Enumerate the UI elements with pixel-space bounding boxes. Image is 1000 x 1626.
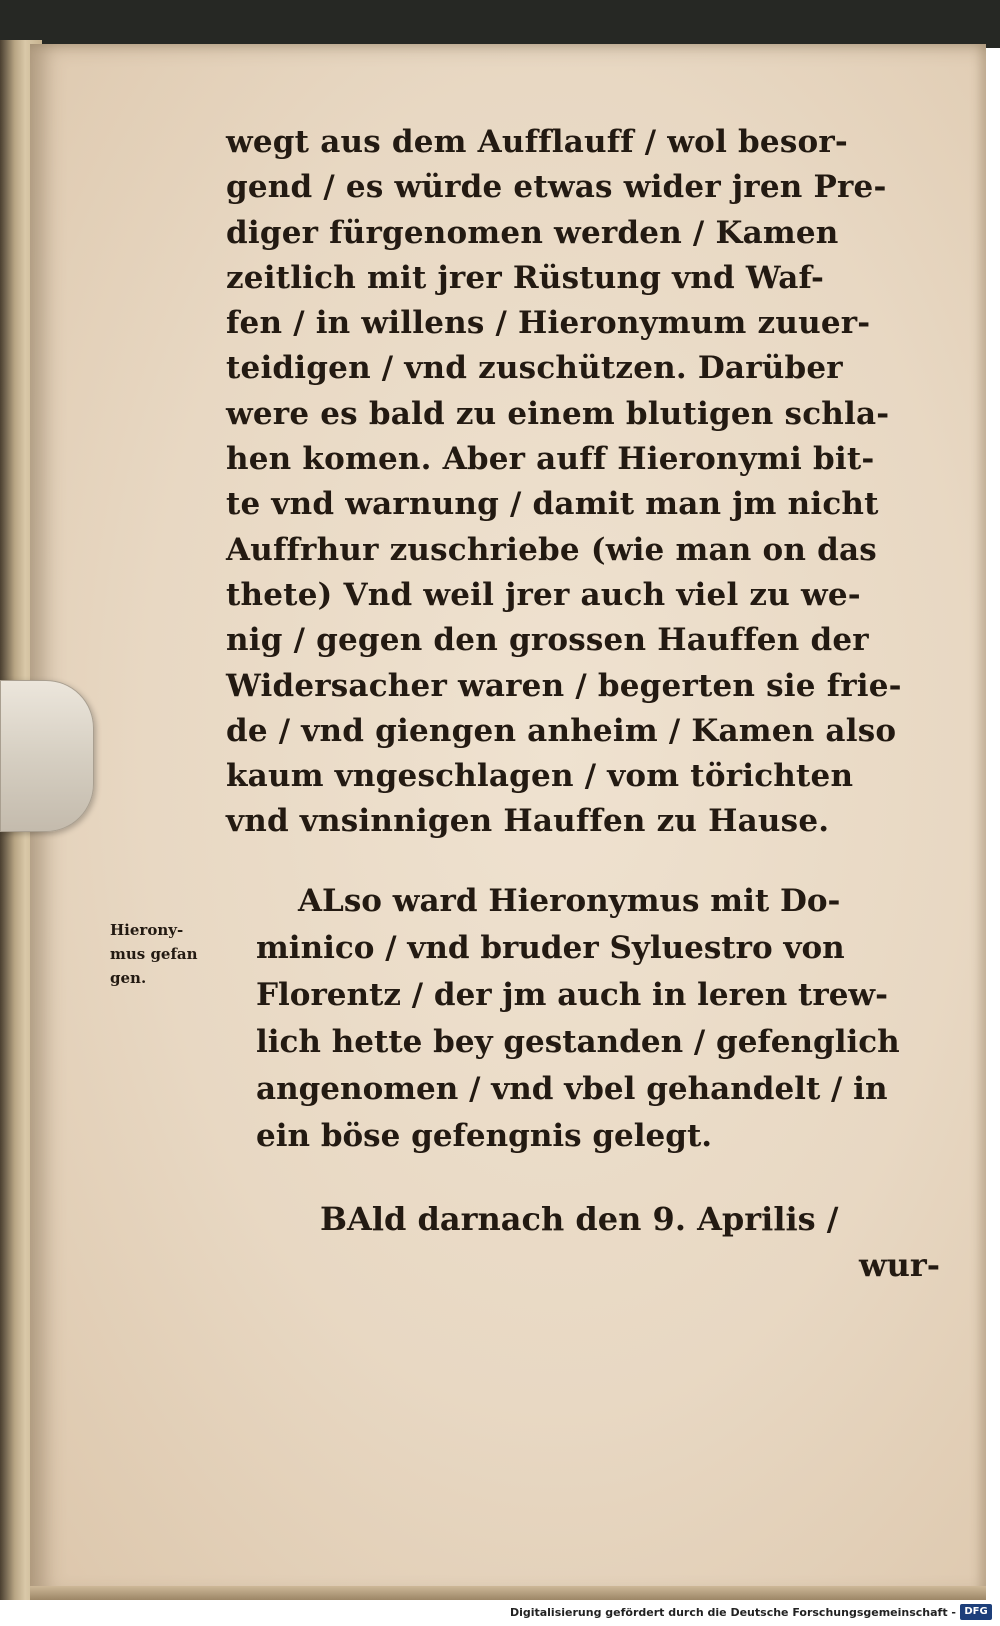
text-line: vnd vnsinnigen Hauffen zu Hause. (226, 803, 830, 840)
text-line: BAld darnach den 9. Aprilis / (320, 1200, 839, 1238)
text-line: Auffrhur zuschriebe (wie man on das (226, 531, 877, 568)
digitization-credit: Digitalisierung gefördert durch die Deutsche Forschungsgemeinschaft - (509, 1606, 956, 1619)
marginal-line: Hierony- (110, 921, 184, 939)
marginal-line: gen. (110, 969, 147, 987)
scan-background-top (0, 0, 1000, 48)
page-clip (0, 680, 94, 832)
dfg-logo: DFG (960, 1604, 992, 1620)
paragraph-2 (256, 878, 946, 1160)
paragraph-3 (320, 1196, 940, 1288)
text-line: kaum vngeschlagen / vom törichten (226, 758, 854, 795)
text-line: fen / in willens / Hieronymum zuuer- (226, 305, 871, 342)
text-line: ein böse gefengnis gelegt. (256, 1118, 713, 1154)
text-line: minico / vnd bruder Syluestro von (256, 930, 845, 966)
text-line: diger fürgenomen werden / Kamen (226, 214, 839, 251)
marginal-note (110, 918, 198, 990)
text-line: zeitlich mit jrer Rüstung vnd Waf- (226, 259, 825, 296)
text-line: wegt aus dem Aufflauff / wol besor- (226, 124, 848, 160)
catchword: wur- (859, 1246, 940, 1284)
text-line: Widersacher waren / begerten sie frie- (226, 667, 902, 704)
text-line: te vnd warnung / damit man jm nicht (226, 486, 879, 523)
text-line: ALso ward Hieronymus mit Do- (298, 883, 841, 919)
text-line: de / vnd giengen anheim / Kamen also (226, 712, 897, 749)
text-line: thete) Vnd weil jrer auch viel zu we- (226, 576, 861, 613)
text-line: hen komen. Aber auff Hieronymi bit- (226, 441, 875, 478)
marginal-line: mus gefan (110, 945, 198, 963)
text-line: nig / gegen den grossen Hauffen der (226, 622, 869, 659)
main-text-block (226, 120, 926, 845)
book-bottom-edge (30, 1586, 986, 1600)
text-line: were es bald zu einem blutigen schla- (226, 395, 890, 432)
text-line: angenomen / vnd vbel gehandelt / in (256, 1071, 888, 1107)
text-line: gend / es würde etwas wider jren Pre- (226, 169, 887, 206)
text-line: lich hette bey gestanden / gefenglich (256, 1024, 900, 1060)
text-line: Florentz / der jm auch in leren trew- (256, 977, 888, 1013)
text-line: teidigen / vnd zuschützen. Darüber (226, 350, 843, 387)
